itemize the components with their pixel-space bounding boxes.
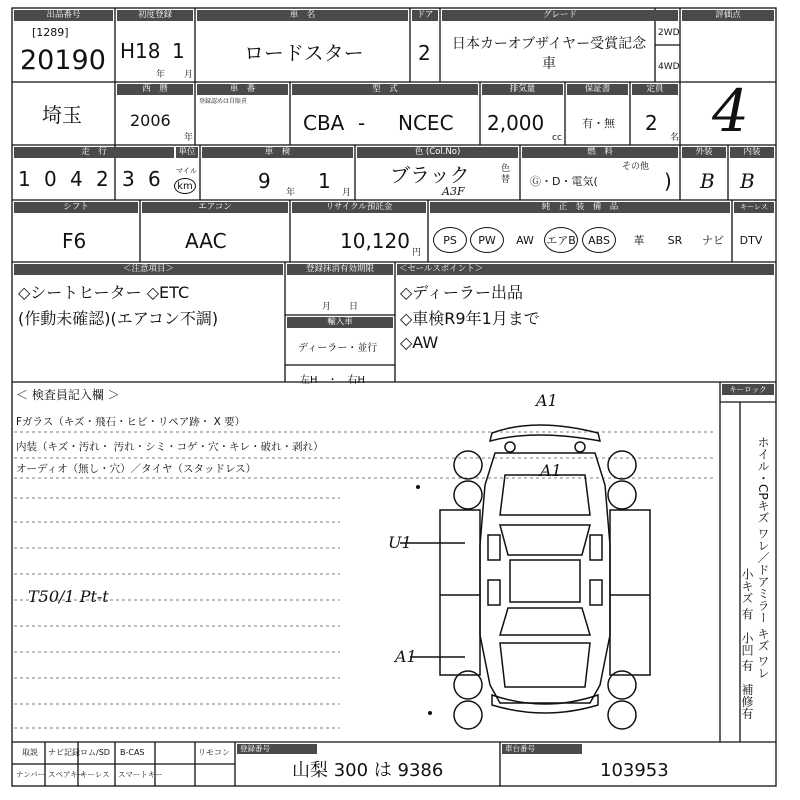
import-dealer: ディーラー・並行 [298, 343, 378, 354]
region-year-header: 西 暦 [117, 84, 193, 95]
year-value: 2006 [130, 111, 171, 130]
damage-hood: A1 [540, 461, 562, 480]
equipment-7: ナビ [702, 234, 724, 247]
car-name-header: 車 名 [197, 10, 408, 21]
fuel-header: 燃 料 [522, 147, 678, 158]
recycle-header: リサイクル預託金 [292, 202, 426, 213]
capacity-value: 2 [645, 111, 658, 135]
score-value: 4 [712, 77, 749, 145]
fuel-other: その他 [622, 162, 650, 172]
reg-period-day: 月 日 [322, 302, 359, 312]
model-dash: - [358, 111, 366, 135]
color-header: 色 (Col.No) [357, 147, 518, 158]
displacement-header: 排気量 [482, 84, 563, 95]
mileage-d2: 0 [44, 167, 57, 191]
side-legend-2: 小キズ 有 小凹 有 補修有 [740, 568, 754, 720]
import-handle: 左H ・ 右H [300, 375, 366, 386]
footer-checks [12, 742, 235, 786]
lot-prefix: [1289] [32, 26, 69, 39]
inspector-line-2: 内装（キズ・汚れ・ 汚れ・シミ・コゲ・穴・キレ・破れ・剥れ） [16, 441, 324, 453]
first-reg-era: H18 [120, 39, 161, 63]
recycle-value: 10,120 [340, 229, 410, 253]
check-spare-key[interactable]: スペアキー [48, 770, 86, 779]
exterior-grade: B [700, 169, 715, 193]
lot-no-header: 出品番号 [14, 10, 113, 21]
grade-value: 日本カーオブザイヤー受賞記念車 [451, 36, 647, 72]
inspection-year: 9 [258, 169, 271, 193]
inspection-month-unit: 月 [342, 188, 352, 198]
inspector-line-3: オーディオ（無し・穴）／タイヤ（スタッドレス） [16, 463, 257, 475]
month-unit: 月 [184, 70, 194, 80]
interior-grade: B [740, 169, 755, 193]
shift-value: F6 [62, 229, 87, 253]
reg-no-header: 登録番号 [237, 744, 317, 754]
damage-front: A1 [536, 391, 558, 410]
equipment-0: PS [433, 227, 467, 253]
car-name: ロードスター [244, 41, 364, 65]
equipment-6: SR [667, 233, 683, 247]
year-unit: 年 [156, 70, 166, 80]
equipment-1: PW [470, 227, 504, 253]
displacement-value: 2,000 [487, 111, 545, 135]
first-reg-header: 初度登録 [117, 10, 193, 21]
capacity-unit: 名 [670, 133, 680, 143]
shift-header: シフト [14, 202, 138, 213]
inspector-header: ＜ 検査員記入欄 ＞ [16, 388, 120, 402]
mileage-d3: 4 [70, 167, 83, 191]
check-smart-key[interactable]: スマートキー [118, 770, 163, 779]
note-line-1: ◇シートヒーター ◇ETC [18, 283, 190, 302]
aircon-header: エアコン [142, 202, 288, 213]
model-code: NCEC [398, 111, 454, 135]
color-code: A3F [442, 185, 465, 198]
inspection-month: 1 [318, 169, 331, 193]
mileage-d4: 2 [96, 167, 109, 191]
chassis-no: 103953 [600, 760, 669, 781]
check-rom-sd[interactable]: ロム/SD [80, 748, 110, 757]
mileage-unit-mile: マイル [176, 167, 197, 175]
equipment-header: 純 正 装 備 品 [430, 202, 730, 213]
inspector-line-1: Fガラス（キズ・飛石・ヒビ・リペア跡・ X 要） [16, 416, 246, 428]
mileage-d1: 1 [18, 167, 31, 191]
equipment-2: AW [516, 233, 534, 247]
import-header: 輸入車 [287, 317, 393, 328]
doors-header: ドア [412, 10, 438, 21]
score-header: 評価点 [682, 10, 774, 21]
check-nav-record[interactable]: ナビ記録 [48, 748, 80, 757]
check-keyless[interactable]: キーレス [80, 770, 110, 779]
capacity-header: 定員 [632, 84, 678, 95]
doors-value: 2 [418, 41, 431, 65]
inspection-year-unit: 年 [286, 188, 296, 198]
inspection-header: 車 検 [202, 147, 353, 158]
key-header: キーレス [734, 202, 774, 213]
equipment-4: ABS [582, 227, 616, 253]
displacement-unit: cc [552, 133, 562, 143]
sales-point-2: ◇車検R9年1月まで [400, 309, 540, 328]
handwritten-note: T50/1 Pt-t [28, 587, 109, 606]
mileage-unit-km: km [174, 178, 196, 194]
reg-period-header: 登録抹消有効期限 [287, 264, 393, 275]
sales-point-3: ◇AW [400, 333, 439, 352]
mileage-d5: 3 [122, 167, 135, 191]
sales-point-header: ＜セールスポイント＞ [397, 264, 774, 275]
recycle-unit: 円 [412, 248, 422, 258]
aircon-value: AAC [185, 229, 227, 253]
damage-side: U1 [388, 533, 412, 552]
check-bcas[interactable]: B-CAS [120, 748, 145, 757]
model-header: 型 式 [292, 84, 478, 95]
check-remote[interactable]: リモコン [198, 748, 230, 757]
car-damage-diagram [400, 395, 670, 740]
check-manual[interactable]: 取説 [22, 748, 38, 757]
side-legend-1: ホイル・CPキズ ワレ／ドアミラー キズ ワレ [756, 436, 770, 680]
warranty-value: 有・無 [582, 117, 615, 130]
region-value: 埼玉 [42, 103, 82, 127]
chassis-header: 車台番号 [502, 744, 582, 754]
equipment-8: DTV [739, 233, 763, 247]
reg-plate: 山梨 300 は 9386 [292, 760, 444, 781]
sales-point-1: ◇ディーラー出品 [400, 283, 524, 302]
year-value-unit: 年 [184, 133, 194, 143]
warranty-header: 保証書 [567, 84, 628, 95]
color-side-label: 色替 [501, 164, 511, 185]
equipment-3: エアB [544, 227, 578, 253]
model-prefix: CBA [303, 111, 345, 135]
keylock-header: キーロック [722, 384, 774, 395]
unit-header: 単位 [176, 147, 198, 158]
vehicle-no-header: 車 番 [197, 84, 288, 95]
grade-header: グレード [442, 10, 678, 21]
note-line-2: (作動未確認)(エアコン不調) [18, 309, 219, 328]
interior-header: 内装 [730, 147, 774, 158]
first-reg-month: 1 [172, 39, 185, 63]
lot-number: 20190 [20, 45, 106, 76]
fuel-close: ) [664, 169, 672, 193]
drive-4wd: 4WD [658, 62, 680, 72]
mileage-header: 走 行 [14, 147, 174, 158]
fuel-options: Ⓖ・D・電気( [530, 175, 598, 188]
drive-2wd: 2WD [658, 28, 680, 38]
damage-rear: A1 [395, 647, 417, 666]
check-number[interactable]: ナンバー [16, 770, 46, 779]
mileage-d6: 6 [148, 167, 161, 191]
equipment-5: 革 [633, 234, 645, 247]
own-label: 登録認めは自賠責 [199, 98, 248, 105]
notes-header: ＜注意項目＞ [14, 264, 283, 275]
color-name: ブラック [390, 163, 470, 187]
exterior-header: 外装 [682, 147, 726, 158]
